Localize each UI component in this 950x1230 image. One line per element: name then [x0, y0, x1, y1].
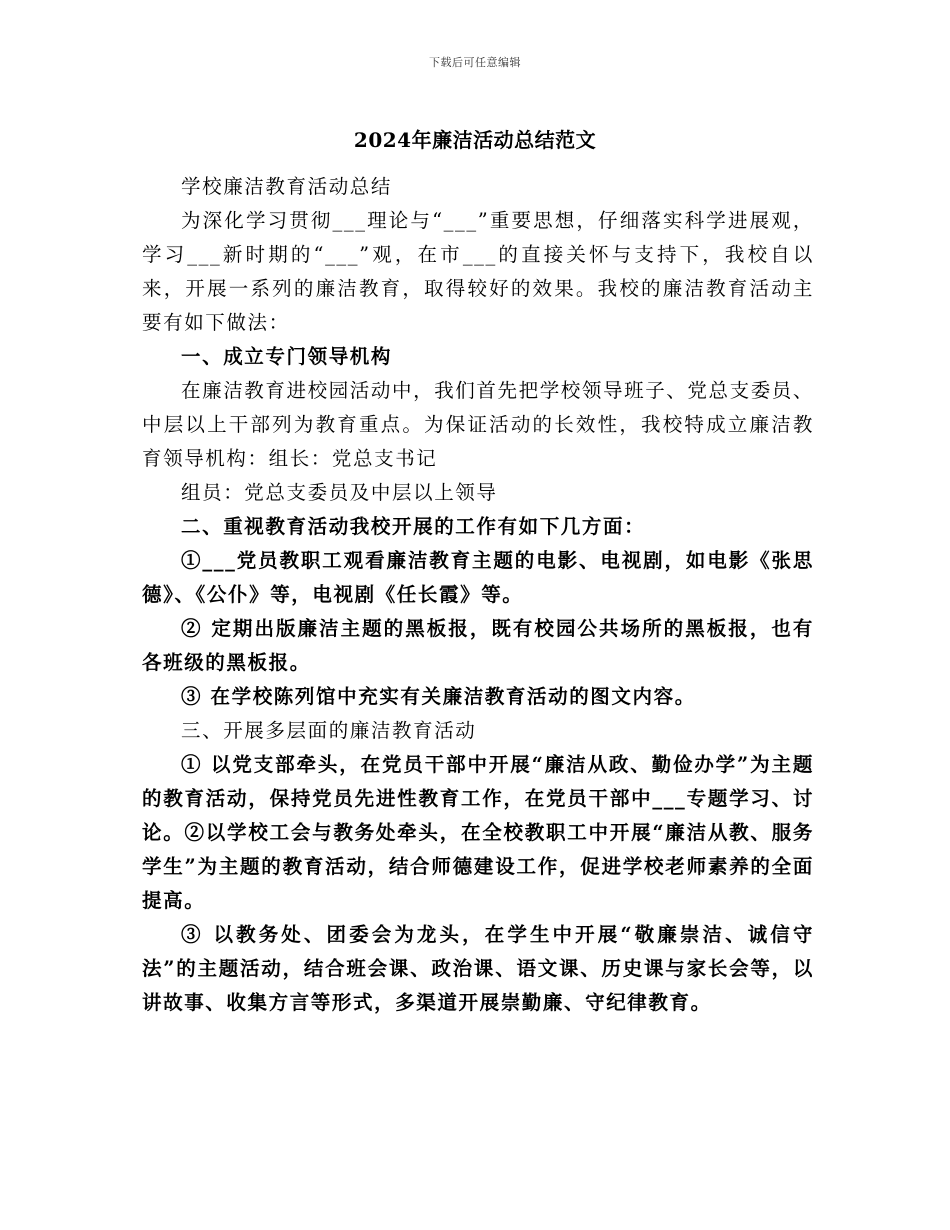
section-heading-3: 三、开展多层面的廉洁教育活动 [181, 719, 477, 742]
list-item-3-3: ③ 以教务处、团委会为龙头，在学生中开展“敬廉崇洁、诚信守法”的主题活动，结合班会课、政治课、语文课、历史课与家长会等，以讲故事、收集方言等形式，多渠道开展崇勤廉、守纪律教育。 [142, 923, 814, 1014]
paragraph-subtitle: 学校廉洁教育活动总结 [181, 175, 393, 198]
list-item-2-1: ①___党员教职工观看廉洁教育主题的电影、电视剧，如电影《张思德》、《公仆》等，电视剧《任长霞》等。 [142, 549, 814, 606]
section-heading-2: 二、重视教育活动我校开展的工作有如下几方面： [181, 515, 646, 538]
paragraph-section-1: 在廉洁教育进校园活动中，我们首先把学校领导班子、党总支委员、中层以上干部列为教育重点。为保证活动的长效性，我校特成立廉洁教育领导机构：组长：党总支书记 [142, 379, 815, 470]
paragraph-intro: 为深化学习贯彻___理论与“___”重要思想，仔细落实科学进展观，学习___新时期的“___”观，在市___的直接关怀与支持下，我校自以来，开展一系列的廉洁教育，取得较好的效果。我校的廉洁教育活动主要有如下做法： [142, 209, 814, 334]
document-title: 2024年廉洁活动总结范文 [353, 128, 597, 152]
section-heading-1: 一、成立专门领导机构 [181, 345, 393, 368]
list-item-2-2: ② 定期出版廉洁主题的黑板报，既有校园公共场所的黑板报，也有各班级的黑板报。 [142, 617, 814, 674]
document-body [142, 170, 814, 1020]
list-item-3-1: ① 以党支部牵头，在党员干部中开展“廉洁从政、勤俭办学”为主题的教育活动，保持党员先进性教育工作，在党员干部中___专题学习、讨论。②以学校工会与教务处牵头，在全校教职工中开展“廉洁从教、服务学生”为主题的教育活动，结合师德建设工作，促进学校老师素养的全面提高。 [142, 753, 814, 912]
header-note: 下载后可任意编辑 [429, 56, 521, 69]
paragraph-members: 组员：党总支委员及中层以上领导 [181, 481, 498, 504]
list-item-2-3: ③ 在学校陈列馆中充实有关廉洁教育活动的图文内容。 [181, 685, 696, 708]
